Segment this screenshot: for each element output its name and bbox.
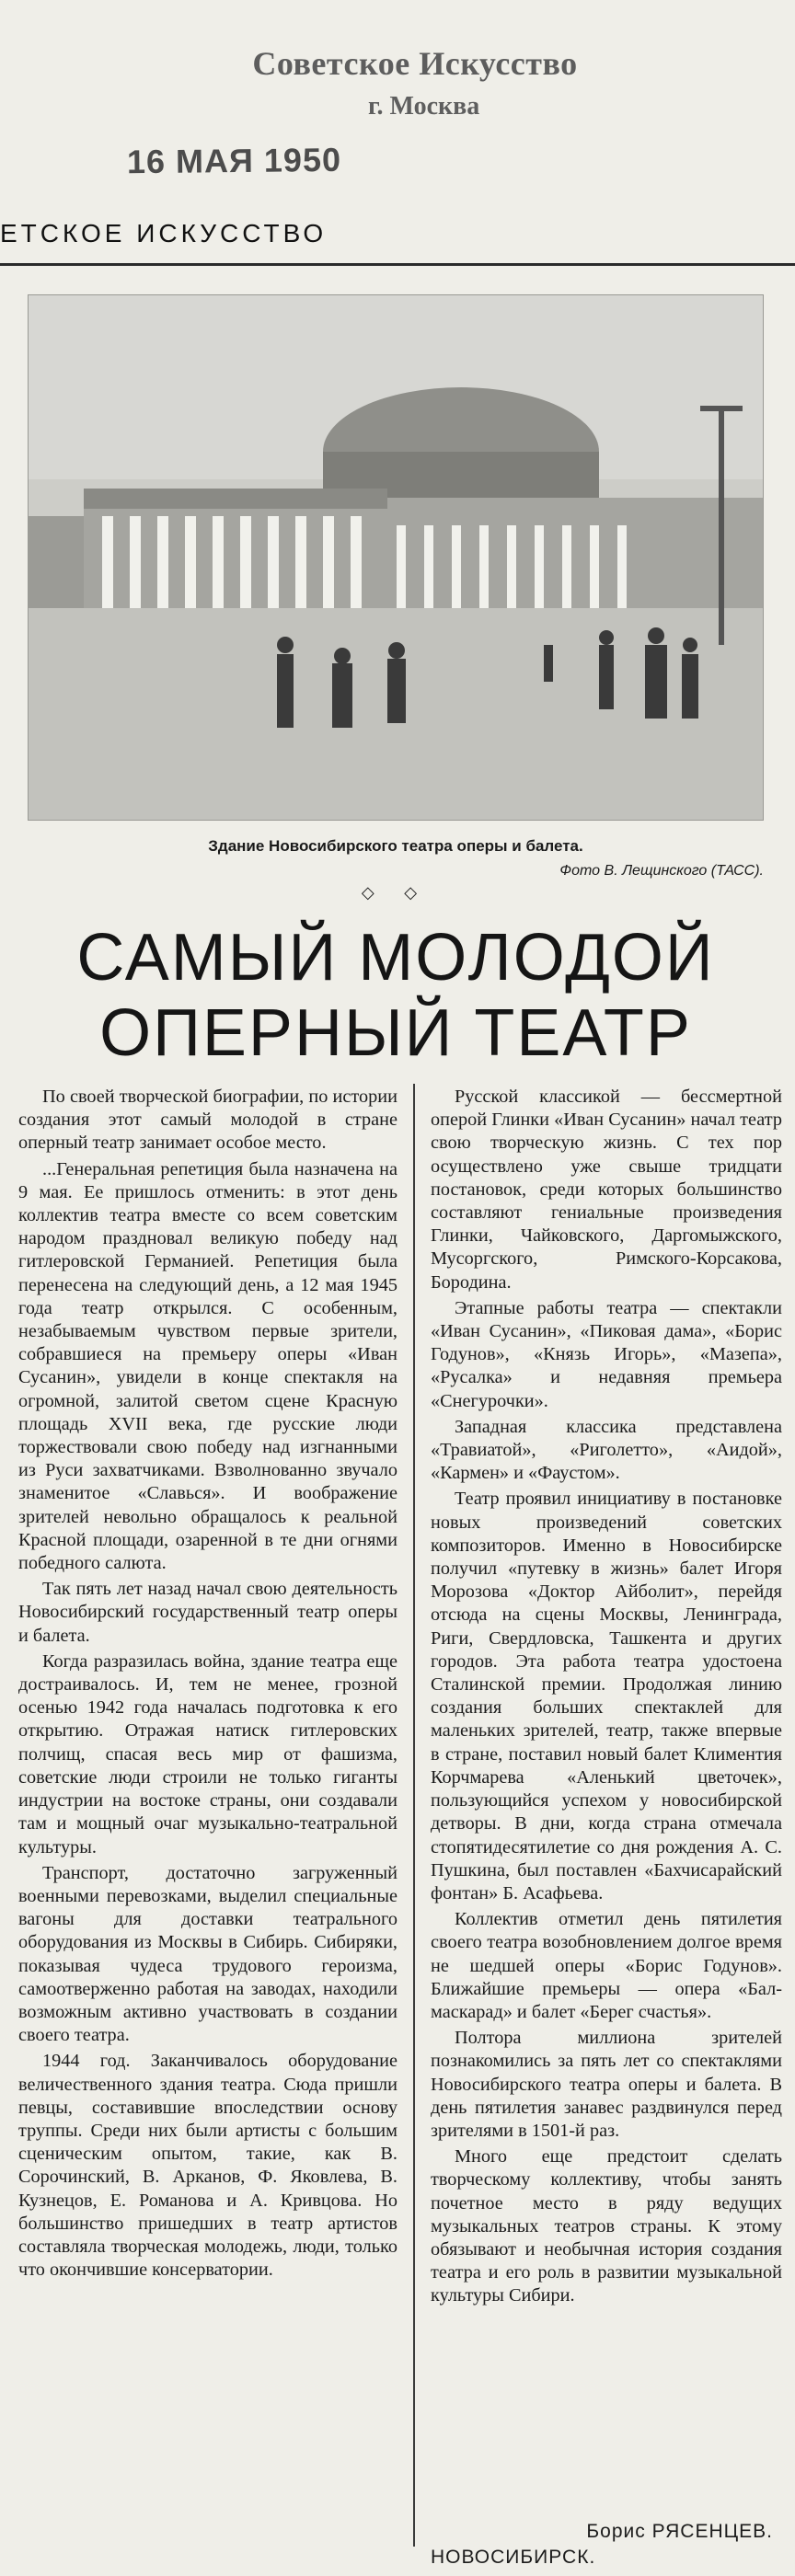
stamp-source: Советское Искусство [252, 45, 578, 82]
paragraph: Этапные работы театра — спектакли «Иван Сусанин», «Пиковая дама», «Борис Годунов», «Князь Игорь», «Мазепа», «Русалка» и недавняя премьера «Снегурочки». [431, 1297, 782, 1411]
paragraph: Коллектив отметил день пятилетия своего театра возобновлением долгое время не шедшей оперы «Борис Годунов». Ближайшие премьеры — опера «Бал-маскарад» и балет «Берег счастья». [431, 1909, 782, 2022]
theatre-photo [28, 294, 764, 821]
photo-caption: Здание Новосибирского театра оперы и балета. [208, 837, 583, 855]
paragraph: Полтора миллиона зрителей познакомились за пять лет со спектаклями Новосибирского театра оперы и балета. В день пятилетия занавес раздвинулся перед зрителями в 1501-й раз. [431, 2028, 782, 2141]
article-left-column [18, 1086, 398, 2284]
masthead-rule [0, 263, 795, 266]
paragraph: Русской классикой — бессмертной оперой Глинки «Иван Сусанин» начал театр свою творческую жизнь. С тех пор осуществлено уже свыше тридцати постановок, среди которых большинство составляют гениальные произведения Глинки, Чайковского, Даргомыжского, Мусоргского, Римского-Корсакова, Бородина. [431, 1087, 782, 1293]
paragraph: Когда разразилась война, здание театра еще достраивалось. И, тем не менее, грозной осенью 1942 года началась подготовка к его открытию. Отражая натиск гитлеровских полчищ, спасая весь мир от фашизма, советские люди строили не только гиганты индустрии на востоке страны, они создавали там и мощный очаг музыкально-театральной культуры. [18, 1650, 398, 1857]
paragraph: Транспорт, достаточно загруженный военными перевозками, выделил специальные вагоны для доставки театрального оборудования из Москвы в Сибирь. Сибиряки, показывая чудеса трудового героизма, самоотверженно работая на заводах, находили возможным активно участвовать в создании своего театра. [18, 1862, 398, 2046]
author-signature: Борис РЯСЕНЦЕВ. [586, 2521, 773, 2542]
paragraph: Западная классика представлена «Травиатой», «Риголетто», «Аидой», «Кармен» и «Фаустом». [431, 1416, 782, 1484]
article-title: САМЫЙ МОЛОДОЙ ОПЕРНЫЙ ТЕАТР [76, 921, 715, 1070]
paragraph: 1944 год. Заканчивалось оборудование величественного здания театра. Сюда пришли певцы, составившие впоследствии основу труппы. Среди них были артисты с большим сценическим опытом, такие, как В. Сорочинский, В. Арканов, Ф. Яковлева, В. Кузнецов, Е. Романова и А. Кривцова. Но большинство пришедших в театр артистов составляла творческая молодежь, люди, только что окончившие консерватории. [18, 2051, 398, 2281]
theatre-building-image [29, 295, 763, 820]
ornament-diamonds: ◇ ◇ [361, 883, 431, 902]
paragraph: Много еще предстоит сделать творческому коллективу, чтобы занять почетное место в ряду ведущих музыкальных театров страны. К этому обязывают и необычная история создания театра и его роль в развитии музыкальной культуры Сибири. [431, 2146, 782, 2306]
paragraph: Так пять лет назад начал свою деятельность Новосибирский государственный театр оперы и балета. [18, 1579, 398, 1646]
masthead: ЕТСКОЕ ИСКУССТВО [0, 219, 328, 247]
article-right-column [431, 1086, 782, 2311]
paragraph: ...Генеральная репетиция была назначена на 9 мая. Ее пришлось отменить: в этот день коллектив театра вместе со всем советским народом праздновал великую победу над гитлеровской Германией. Репетиция была перенесена на следующий день, а 12 мая 1945 года театр открылся. С особенным, незабываемым чувством первые зрители, собравшиеся на премьеру оперы «Иван Сусанин», увидели в конце спектакля на огромной, залитой светом сцене Красную площадь XVII века, где русские люди торжествовали свою победу над изгнанными из Руси захватчиками. Взволнованно звучало знаменитое «Славься». И воображение зрителей невольно обращалось к реальной Красной площади, озаренной в те дни огнями победного салюта. [18, 1158, 398, 1574]
dateline: НОВОСИБИРСК. [431, 2547, 596, 2568]
paragraph: По своей творческой биографии, по истории создания этот самый молодой в стране оперный театр занимает особое место. [18, 1087, 398, 1154]
photo-credit: Фото В. Лещинского (ТАСС). [559, 863, 764, 879]
stamp-date: 16 МАЯ 1950 [126, 140, 342, 181]
stamp-city: г. Москва [368, 92, 480, 121]
column-divider [413, 1084, 415, 2547]
paragraph: Театр проявил инициативу в постановке новых произведений советских композиторов. Именно в Новосибирске получил «путевку в жизнь» балет Игоря Морозова «Доктор Айболит», перейдя отсюда на сцены Москвы, Ленинграда, Риги, Свердловска, Ташкента и других городов. Эта работа театра удостоена Сталинской премии. Продолжая линию создания больших спектаклей для маленьких зрителей, театр, также впервые в стране, поставил новый балет Климентия Корчмарева «Аленький цветочек», пользующийся успехом у новосибирской детворы. В дни, когда страна отмечала стопятидесятилетие со дня рождения А. С. Пушкина, был поставлен «Бахчисарайский фонтан» Б. Асафьева. [431, 1489, 782, 1903]
